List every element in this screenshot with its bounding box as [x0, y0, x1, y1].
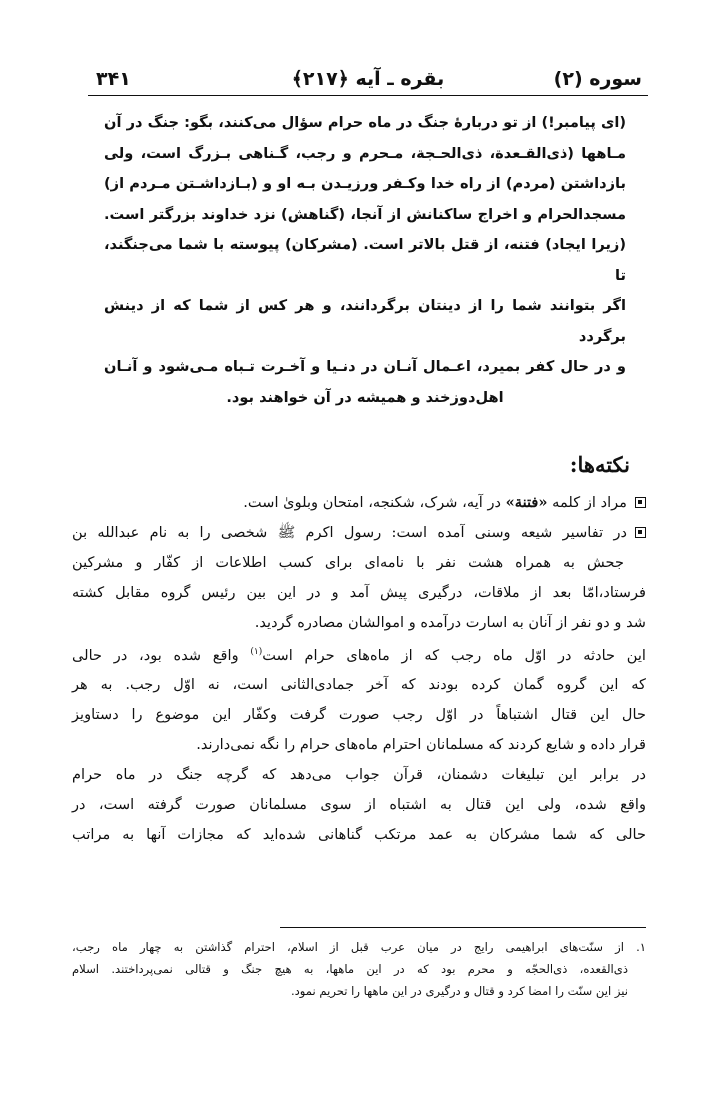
note-item [72, 518, 646, 548]
note-text: در آیه، شرک، شکنجه، امتحان وبلویٰ است. [243, 494, 502, 511]
footnote-line: ۱. از سنّت‌های ابراهیمی رایج در میان عرب قبل از اسلام، احترام گذاشتن به چهار ماه رجب، [72, 940, 646, 954]
notes-heading: نکته‌ها: [569, 452, 630, 477]
footnote [72, 936, 646, 1002]
paragraph-line: حالی که شما مشرکان به عمد مرتکب گناهانی شده‌اید که مجازات آنها به مراتب [72, 825, 646, 843]
paragraph-line: حال این قتال اشتباهاً در اوّل رجب صورت گرفت وکفّار این موضوع را دستاویز [72, 706, 646, 724]
running-title-verse: بقره ـ آیه ﴿۲۱۷﴾ [291, 68, 445, 90]
note-text: در تفاسیر شیعه وسنی آمده است: رسول اکرم ﷺ شخصی را به نام عبدالله بن [72, 523, 627, 541]
paragraph-text: این حادثه در اوّل ماه رجب که از ماه‌های حرام است [262, 646, 646, 664]
paragraph-line: واقع شده، ولی این قتال به اشتباه از سوی مسلمانان صورت گرفته است، در [72, 795, 646, 813]
note-term: «فتنة» [505, 494, 548, 511]
verse-line: مـاهها (ذی‌القـعدة، ذی‌الحـجة، مـحرم و رجب، گـناهی بـزرگ است، ولی [104, 144, 626, 162]
note-line: شد و دو نفر از آنان به اسارت درآمده و اموالشان مصادره گردید. [254, 613, 646, 631]
note-line: جحش به همراه هشت نفر با نامه‌ای برای کسب اطلاعات از کفّار و مشرکین [72, 553, 624, 571]
footnote-line: ذی‌القعده، ذی‌الحجّه و محرم بود که در این ماهها، به هیچ جنگ و قتالی نمی‌پرداختند. اسلام [72, 962, 628, 976]
footnote-ref: (۱) [250, 646, 263, 657]
notes-body [72, 488, 646, 850]
square-bullet-icon [635, 527, 646, 538]
note-text: مراد از کلمه [552, 494, 627, 511]
verse-line: اهل‌دوزخند و همیشه در آن خواهند بود. [226, 388, 504, 406]
header-divider [88, 95, 648, 96]
footnote-divider [280, 927, 646, 928]
verse-line: بازداشتن (مردم) از راه خدا وکـفر ورزیـدن بـه او و (بـازداشـتن مـردم از) [104, 175, 626, 192]
page-header [88, 58, 648, 94]
verse-line: (زیرا ایجاد) فتنه، از قتل بالاتر است. (مشرکان) پیوسته با شما می‌جنگند، تا [104, 236, 626, 284]
paragraph-line: قرار داده و شایع کردند که مسلمانان احترام ماه‌های حرام را نگه نمی‌دارند. [196, 736, 646, 754]
square-bullet-icon [635, 497, 646, 508]
running-title-surah: سوره (۲) [553, 68, 642, 90]
paragraph-line: که این گروه گمان کرده بودند که آخر جمادی‌الثانی است، نه اوّل رجب. به هر [72, 676, 646, 694]
note-line: فرستاد،امّا بعد از ملاقات، درگیری پیش آمد و در این بین رئیس گروه مقابل کشته [72, 583, 646, 601]
paragraph-line: در برابر این تبلیغات دشمنان، قرآن جواب می‌دهد که گرچه جنگ در ماه حرام [72, 766, 646, 784]
note-item [72, 488, 646, 518]
footnote-line: نیز این سنّت را امضا کرد و قتال و درگیری در این ماهها را تحریم نمود. [290, 984, 628, 998]
page-number: ۳۴۱ [96, 68, 131, 90]
paragraph-line [72, 638, 646, 671]
verse-translation [104, 108, 626, 413]
verse-line: اگر بتوانند شما را از دینتان برگردانند، و هر کس از شما که از دینش برگردد [104, 297, 626, 345]
paragraph-text: واقع شده بود، در حالی [72, 646, 251, 664]
verse-line: (ای پیامبر!) از تو دربارهٔ جنگ در ماه حرام سؤال می‌کنند، بگو: جنگ در آن [104, 114, 626, 131]
verse-line: و در حال کفر بمیرد، اعـمال آنـان در دنـیا و آخـرت تـباه مـی‌شود و آنـان [104, 358, 626, 375]
verse-line: مسجدالحرام و اخراج ساکنانش از آنجا، (گناهش) نزد خداوند بزرگتر است. [104, 205, 626, 223]
